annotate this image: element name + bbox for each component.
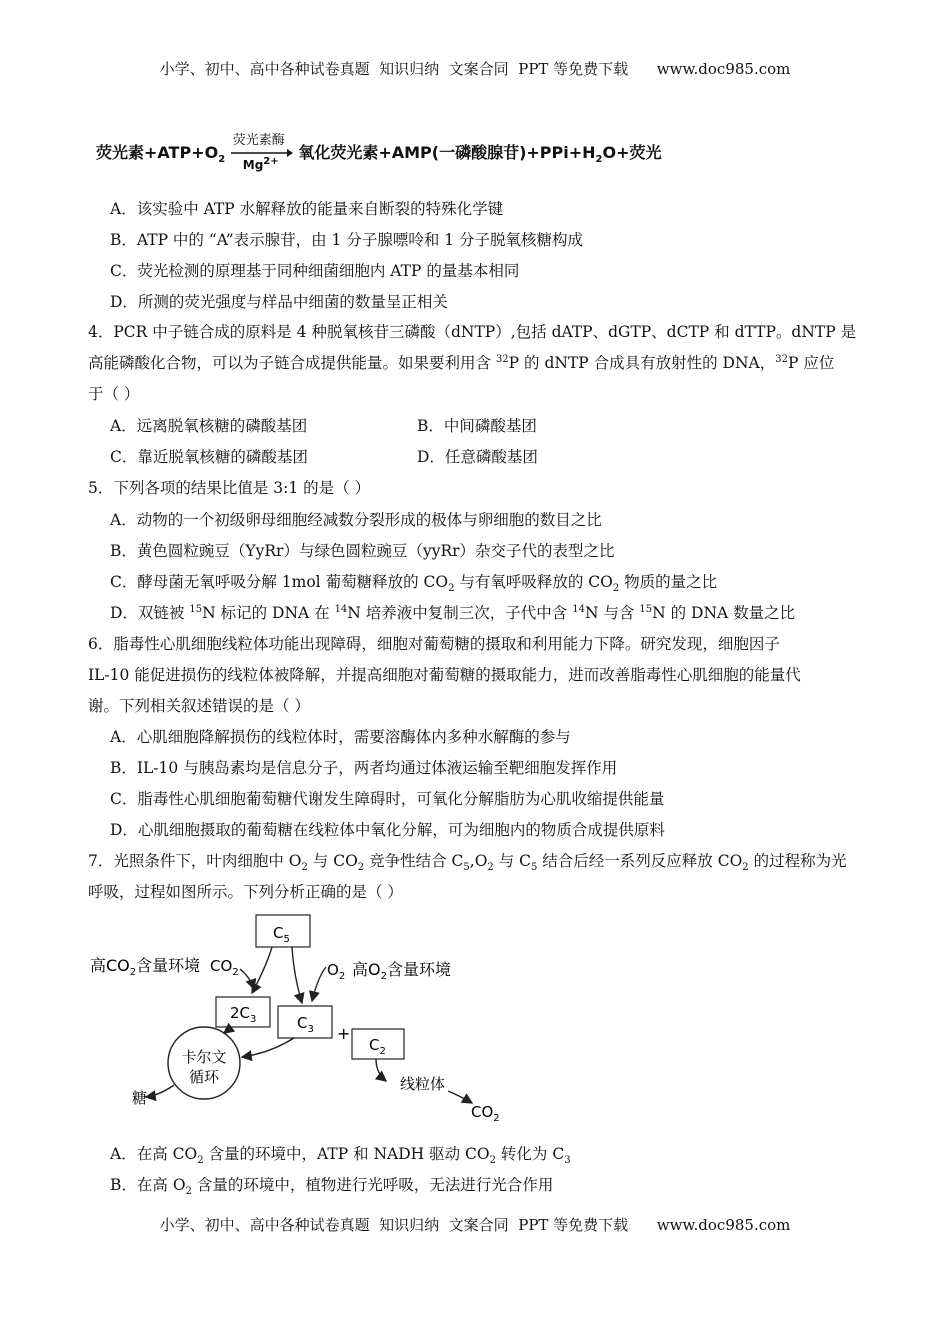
eq-left: 荧光素+ATP+O [96, 143, 219, 162]
calvin-label-2: 循环 [188, 1068, 220, 1086]
arrow-c2-to-mito [376, 1059, 386, 1081]
q5-stem: 5．下列各项的结果比值是 3:1 的是（ ） [88, 479, 371, 497]
q5-option-a: A．动物的一个初级卵母细胞经减数分裂形成的极体与卵细胞的数目之比 [110, 511, 602, 529]
high-co2-label: 高$CO_2$含量环境 [90, 956, 201, 978]
photorespiration-diagram [80, 905, 520, 1130]
eq-right: 氧化荧光素+AMP(一磷酸腺苷)+PPi+H [298, 143, 596, 162]
reaction-arrow [231, 132, 293, 172]
q7-stem-line1: 7．光照条件下，叶肉细胞中 $O_2$ 与 $CO_2$ 竞争性结合 $C_5,O_2$ 与 $C_5$ 结合后经一系列反应释放 $CO_2$ 的过程称为光 [88, 852, 847, 874]
arrow-2c3-to-calvin [224, 1027, 232, 1033]
q3-option-c: C．荧光检测的原理基于同种细菌细胞内 ATP 的量基本相同 [110, 262, 520, 280]
arrow-c3-to-calvin [242, 1038, 294, 1057]
q6-stem-line1: 6．脂毒性心肌细胞线粒体功能出现障碍，细胞对葡萄糖的摄取和利用能力下降。研究发现，细胞因子 [88, 635, 780, 653]
arrow-calvin-to-sugar [146, 1085, 174, 1097]
q6-option-c: C．脂毒性心肌细胞葡萄糖代谢发生障碍时，可氧化分解脂肪为心肌收缩提供能量 [110, 790, 665, 808]
q6-option-a: A．心肌细胞降解损伤的线粒体时，需要溶酶体内多种水解酶的参与 [110, 728, 571, 746]
page-footer: 小学、初中、高中各种试卷真题 知识归纳 文案合同 PPT 等免费下载 www.doc985.com [159, 1216, 791, 1234]
co2-input-label: $CO_2$ [210, 957, 239, 978]
co2-output-label: $CO_2$ [471, 1103, 500, 1124]
high-o2-label: 高$O_2$含量环境 [352, 960, 451, 982]
cofactor-label: $Mg^{2+}$ [242, 155, 279, 172]
plus-sign: + [337, 1024, 351, 1043]
q7-option-a: A．在高 $CO_2$ 含量的环境中，ATP 和 NADH 驱动 $CO_2$ 转化为 $C_3$ [110, 1145, 571, 1167]
q5-option-b: B．黄色圆粒豌豆（YyRr）与绿色圆粒豌豆（yyRr）杂交子代的表型之比 [110, 542, 615, 560]
q4-stem-line1: 4．PCR 中子链合成的原料是 4 种脱氧核苷三磷酸（dNTP）,包括 dATP、dGTP、dCTP 和 dTTP。dNTP 是 [88, 323, 857, 341]
arrow-c5-to-2c3 [252, 947, 272, 993]
c5-label: $C_5$ [273, 924, 290, 945]
arrow-o2-to-c3 [312, 967, 326, 1001]
c3-label: $C_3$ [297, 1014, 314, 1035]
sugar-label: 糖 [132, 1089, 148, 1107]
q7-stem-line2: 呼吸，过程如图所示。下列分析正确的是（ ） [88, 883, 403, 901]
q4-stem-line2: 高能磷酸化合物，可以为子链合成提供能量。如果要利用含 $^{32}$P 的 dNTP 合成具有放射性的 DNA，$^{32}$P 应位 [88, 353, 835, 372]
q6-stem-line2: IL-10 能促进损伤的线粒体被降解，并提高细胞对葡萄糖的摄取能力，进而改善脂毒性心肌细胞的能量代 [88, 666, 801, 684]
q6-stem-line3: 谢。下列相关叙述错误的是（ ） [88, 697, 310, 715]
mitochondria-label: 线粒体 [400, 1075, 446, 1093]
arrow-co2-to-2c3 [240, 969, 254, 989]
q6-option-b: B．IL-10 与胰岛素均是信息分子，两者均通过体液运输至靶细胞发挥作用 [110, 759, 618, 777]
arrow-c5-to-c3 [292, 947, 302, 1003]
q7-option-b: B．在高 $O_2$ 含量的环境中，植物进行光呼吸，无法进行光合作用 [110, 1176, 554, 1198]
enzyme-label: 荧光素酶 [232, 132, 285, 148]
q4-option-d: D．任意磷酸基团 [417, 448, 538, 466]
page-header: 小学、初中、高中各种试卷真题 知识归纳 文案合同 PPT 等免费下载 www.doc985.com [159, 60, 791, 78]
calvin-label-1: 卡尔文 [181, 1048, 227, 1066]
c2-label: $C_2$ [369, 1036, 386, 1057]
q4-option-c: C．靠近脱氧核糖的磷酸基团 [110, 448, 308, 466]
q4-option-b: B．中间磷酸基团 [417, 417, 537, 435]
o2-input-label: $O_2$ [327, 961, 346, 982]
luciferase-equation: 荧光素$+ATP+O_2$ 荧光素酶 $Mg^{2+}$ 氧化荧光素+AMP(一磷酸腺苷)$+PPi+H_2O+$荧光 [96, 140, 662, 164]
q3-option-b: B．ATP 中的 “A”表示腺苷，由 1 分子腺嘌呤和 1 分子脱氧核糖构成 [110, 231, 584, 249]
arrow-mito-to-co2 [448, 1091, 472, 1103]
two-c3-label: $2C_3$ [230, 1004, 257, 1025]
q6-option-d: D．心肌细胞摄取的葡萄糖在线粒体中氧化分解，可为细胞内的物质合成提供原料 [110, 821, 665, 839]
q5-option-d: D．双链被 $^{15}$N 标记的 DNA 在 $^{14}$N 培养液中复制三次，子代中含 $^{14}$N 与含 $^{15}$N 的 DNA 数量之比 [110, 603, 796, 622]
q5-option-c: C．酵母菌无氧呼吸分解 1mol 葡萄糖释放的 $CO_2$ 与有氧呼吸释放的 $CO_2$ 物质的量之比 [110, 573, 718, 595]
q3-option-a: A．该实验中 ATP 水解释放的能量来自断裂的特殊化学键 [110, 200, 504, 218]
q4-stem-line3: 于（ ） [88, 385, 140, 403]
q3-option-d: D．所测的荧光强度与样品中细菌的数量呈正相关 [110, 293, 448, 311]
q4-option-a: A．远离脱氧核糖的磷酸基团 [110, 417, 308, 435]
